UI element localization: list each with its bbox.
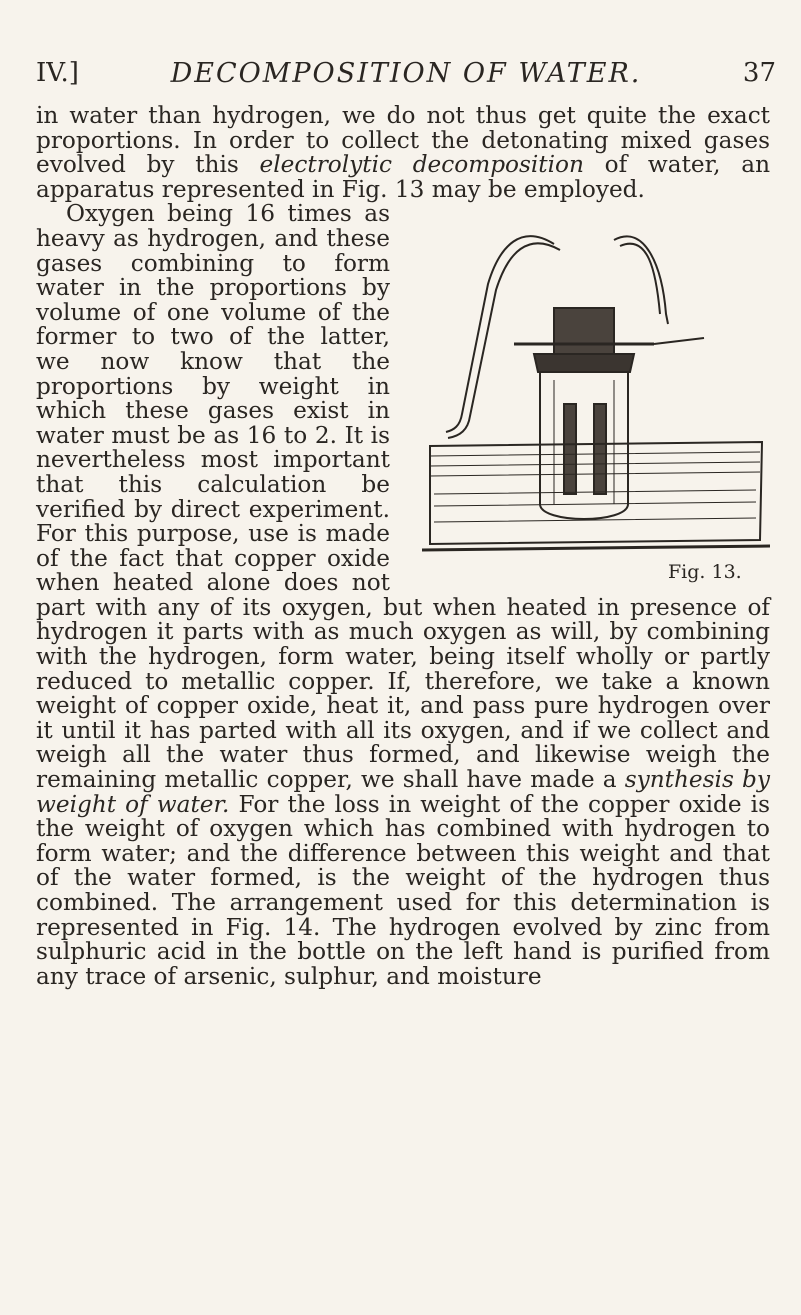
- figure-caption: Fig. 13.: [668, 561, 742, 584]
- paragraph-1-emphasis: electrolytic decomposition: [259, 151, 584, 179]
- figure-13: [404, 204, 776, 590]
- bottle-stopper: [534, 354, 634, 372]
- left-delivery-tube: [446, 237, 554, 433]
- electrolysis-apparatus-illustration: [404, 204, 776, 554]
- paragraph-1-text-b: of water, an apparatus represented in Fig. 13 may be employed.: [36, 151, 770, 203]
- chapter-number: IV.]: [36, 58, 79, 88]
- paragraph-2-text-b: For the loss in weight of the copper oxide is the weight of oxygen which has combined with hydrogen to form water; and the difference between this weight and that of the water formed, is the weight of the hydrogen thus combined. The arrangement used for this determination is represented in Fig. 14. The hydrogen evolved by zinc from sulphuric acid in the bottle on the left hand is purified from any trace of arsenic, sulphur, and moisture: [36, 790, 770, 990]
- body-text: [36, 104, 770, 989]
- paragraph-1-text-a: in water than hydrogen, we do not thus get quite the exact proportions. In order to collect the detonating mixed gases evolved by this: [36, 102, 770, 179]
- running-title: DECOMPOSITION OF WATER.: [170, 58, 642, 89]
- paragraph-1: [36, 104, 770, 202]
- page-number: 37: [742, 58, 776, 88]
- running-header: [36, 58, 776, 98]
- electrode-right: [594, 404, 606, 494]
- paragraph-2-text-a: Oxygen being 16 times as heavy as hydrogen, and these gases combining to form water in the proportions by volume of one volume of the former to two of the latter, we now know that the proportions by weight in which these gases exist in water must be as 16 to 2. It is nevertheless most important that this calculation be verified by direct experiment. For this purpose, use is made of the fact that copper oxide when heated alone does not part with any of its oxygen, but when heated in presence of hydrogen it parts with as much oxygen as will, by combining with the hydrogen, form water, being itself wholly or partly reduced to metallic copper. If, therefore, we take a known weight of copper oxide, heat it, and pass pure hydrogen over it until it has parted with all its oxygen, and if we collect and weigh all the water thus formed, and likewise weigh the remaining metallic copper, we shall have made a: [36, 200, 770, 794]
- electrode-left: [564, 404, 576, 494]
- paragraph-2-emphasis: synthesis by weight of water.: [36, 766, 770, 818]
